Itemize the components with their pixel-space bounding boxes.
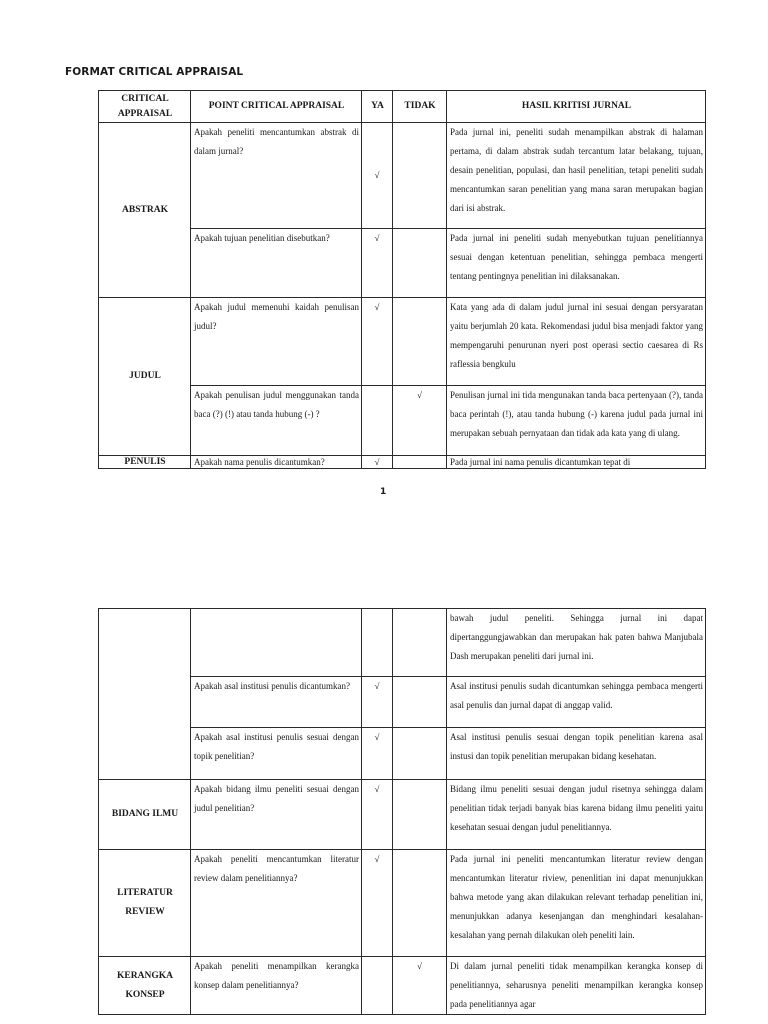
result-cell: Asal institusi penulis sesuai dengan topik penelitian karena asal instusi dan topik penelitian merupakan bidang kesehatan. <box>447 728 706 780</box>
table-header-row <box>99 91 706 123</box>
header-ya: YA <box>362 91 393 123</box>
result-cell: Pada jurnal ini peneliti sudah menyebutkan tujuan penelitiannya sesuai dengan ketentuan penelitian, sehingga pembaca mengerti tentang pentingnya penelitian ini dilaksanakan. <box>447 229 706 298</box>
ya-cell <box>362 609 393 677</box>
question-cell: Apakah asal institusi penulis sesuai dengan topik penelitian? <box>191 728 362 780</box>
page-title: FORMAT CRITICAL APPRAISAL <box>65 66 244 78</box>
result-cell: Asal institusi penulis sudah dicantumkan sehingga pembaca mengerti asal penulis dan jurnal dapat di anggap valid. <box>447 677 706 728</box>
tidak-cell <box>393 609 447 677</box>
question-cell: Apakah tujuan penelitian disebutkan? <box>191 229 362 298</box>
tidak-cell: √ <box>393 957 447 1015</box>
ya-cell: √ <box>362 850 393 957</box>
result-cell: Kata yang ada di dalam judul jurnal ini sesuai dengan persyaratan yaitu berjumlah 20 kata. Rekomendasi judul bisa menjadi faktor yang mempengaruhi penurunan nyeri post operasi sectio caesarea di Rs raflessia bengkulu <box>447 298 706 386</box>
result-cell: bawah judul peneliti. Sehingga jurnal ini dapat dipertanggungjawabkan dan merupakan hak paten bahwa Manjubala Dash merupakan peneliti dari jurnal ini. <box>447 609 706 677</box>
table-row <box>99 780 706 850</box>
ya-cell <box>362 957 393 1015</box>
page-number: 1 <box>380 487 387 497</box>
tidak-cell <box>393 123 447 229</box>
category-bidang-ilmu: BIDANG ILMU <box>99 780 191 850</box>
result-cell: Pada jurnal ini peneliti mencantumkan literatur review dengan mencantumkan literatur riview, penenlitian ini dapat menunjukkan bahwa metode yang akan dilakukan relevant terhadap penelitian ini, menunjukkan adanya kesenjangan dan menghindari kesalahan-kesalahan yang pernah dilakukan oleh peneliti lain. <box>447 850 706 957</box>
table-row <box>99 677 706 728</box>
tidak-cell <box>393 229 447 298</box>
table-row <box>99 123 706 229</box>
category-penulis-continued <box>99 609 191 780</box>
appraisal-table-page-1 <box>98 90 706 469</box>
category-abstrak: ABSTRAK <box>99 123 191 298</box>
table-row <box>99 386 706 456</box>
tidak-cell <box>393 677 447 728</box>
result-cell: Di dalam jurnal peneliti tidak menampilkan kerangka konsep di penelitiannya, seharusnya peneliti menampilkan kerangka konsep pada penelitiannya agar <box>447 957 706 1015</box>
ya-cell: √ <box>362 123 393 229</box>
tidak-cell: √ <box>393 386 447 456</box>
ya-cell: √ <box>362 456 393 469</box>
category-judul: JUDUL <box>99 298 191 456</box>
ya-cell: √ <box>362 780 393 850</box>
result-cell: Pada jurnal ini, peneliti sudah menampilkan abstrak di halaman pertama, di dalam abstrak sudah tercantum latar belakang, tujuan, desain penelitian, populasi, dan hasil penelitian, tetapi peneliti sudah mencantumkan saran penelitian yang mana saran merupakan bagian dari isi abstrak. <box>447 123 706 229</box>
table-row <box>99 298 706 386</box>
category-kerangka-konsep: KERANGKA KONSEP <box>99 957 191 1015</box>
appraisal-table-page-2 <box>98 608 706 1015</box>
question-cell: Apakah asal institusi penulis dicantumkan? <box>191 677 362 728</box>
result-cell: Pada jurnal ini nama penulis dicantumkan tepat di <box>447 456 706 469</box>
category-penulis: PENULIS <box>99 456 191 469</box>
question-cell: Apakah judul memenuhi kaidah penulisan judul? <box>191 298 362 386</box>
header-tidak: TIDAK <box>393 91 447 123</box>
table-row <box>99 957 706 1015</box>
tidak-cell <box>393 456 447 469</box>
tidak-cell <box>393 780 447 850</box>
table-row <box>99 456 706 469</box>
question-cell: Apakah bidang ilmu peneliti sesuai dengan judul penelitian? <box>191 780 362 850</box>
tidak-cell <box>393 850 447 957</box>
header-hasil: HASIL KRITISI JURNAL <box>447 91 706 123</box>
question-cell: Apakah peneliti mencantumkan literatur review dalam penelitiannya? <box>191 850 362 957</box>
question-cell: Apakah peneliti mencantumkan abstrak di dalam jurnal? <box>191 123 362 229</box>
category-literatur-review: LITERATUR REVIEW <box>99 850 191 957</box>
table-row <box>99 609 706 677</box>
table-row <box>99 728 706 780</box>
ya-cell: √ <box>362 677 393 728</box>
table-row <box>99 850 706 957</box>
ya-cell: √ <box>362 229 393 298</box>
result-cell: Bidang ilmu peneliti sesuai dengan judul risetnya sehingga dalam penelitian tidak terjadi banyak bias karena bidang ilmu peneliti yaitu kesehatan sesuai dengan judul penelitiannya. <box>447 780 706 850</box>
header-critical-appraisal: CRITICAL APPRAISAL <box>99 91 191 123</box>
ya-cell <box>362 386 393 456</box>
header-point: POINT CRITICAL APPRAISAL <box>191 91 362 123</box>
question-cell: Apakah nama penulis dicantumkan? <box>191 456 362 469</box>
question-cell <box>191 609 362 677</box>
question-cell: Apakah penulisan judul menggunakan tanda baca (?) (!) atau tanda hubung (-) ? <box>191 386 362 456</box>
ya-cell: √ <box>362 298 393 386</box>
result-cell: Penulisan jurnal ini tida mengunakan tanda baca pertenyaan (?), tanda baca perintah (!), atau tanda hubung (-) karena judul pada jurnal ini merupakan sebuah pernyataan dan tidak ada kata yang di ulang. <box>447 386 706 456</box>
tidak-cell <box>393 298 447 386</box>
question-cell: Apakah peneliti menampilkan kerangka konsep dalam penelitiannya? <box>191 957 362 1015</box>
ya-cell: √ <box>362 728 393 780</box>
table-row <box>99 229 706 298</box>
tidak-cell <box>393 728 447 780</box>
